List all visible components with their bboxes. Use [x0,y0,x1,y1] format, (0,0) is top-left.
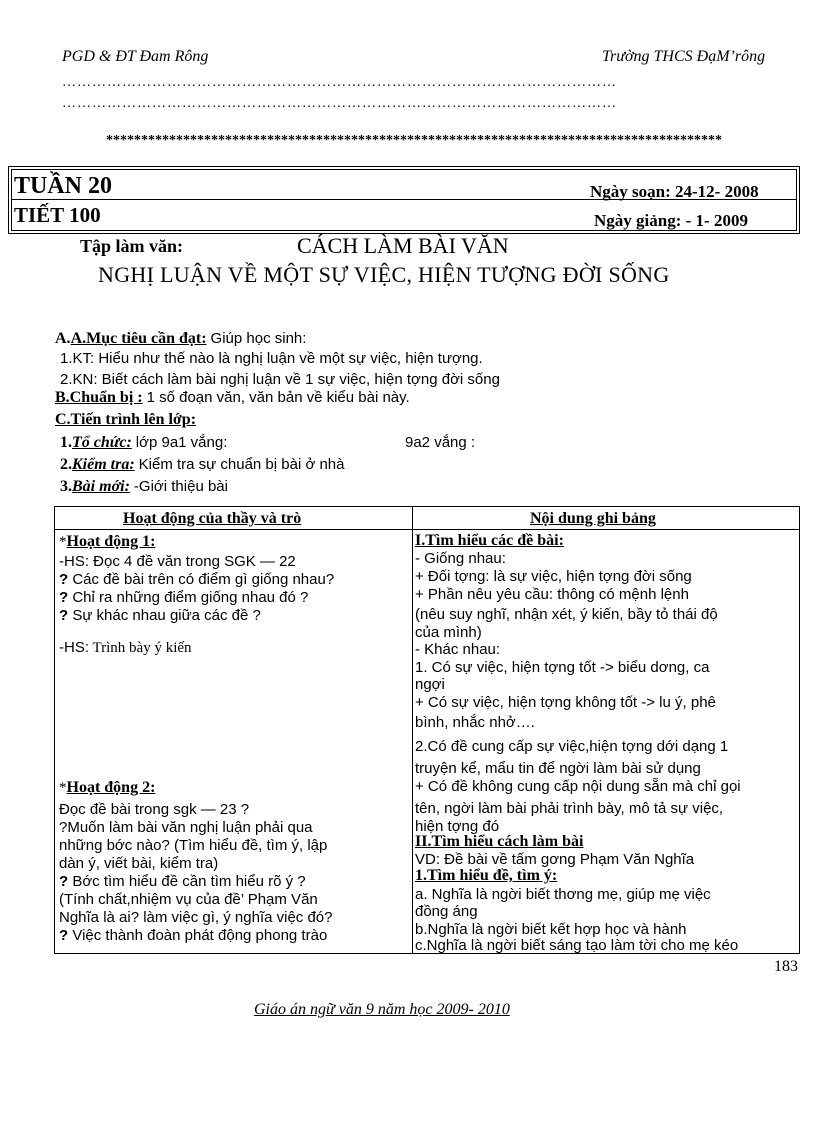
week-label: TUẦN 20 [14,173,113,199]
teach-date: Ngày giảng: - 1- 2009 [594,211,748,230]
subject-label: Tập làm văn: [80,236,184,256]
c2-label: Kiểm tra: [72,456,135,473]
dotted-line-2: ………………………………………………………………………………………………… [62,96,617,111]
right-line-10: bình, nhắc nhở…. [415,714,535,731]
left-line-8: những bớc nào? (Tìm hiểu đề, tìm ý, lập [59,837,328,854]
left-line-11: (Tính chất,nhiệm vụ của đề’ Phạm Văn [59,891,318,908]
right-line-17: a. Nghĩa là ngời biết thơng mẹ, giúp mẹ việc [415,886,711,903]
left-line-1: -HS: Đọc 4 đề văn trong SGK — 22 [59,553,296,570]
activity-table [54,506,800,954]
c3-number: 3. [60,478,72,495]
right-line-20: c.Nghĩa là ngời biết sáng tạo làm tời cho mẹ kéo [415,937,739,954]
activity-1-heading: *Hoạt động 1: [59,533,156,550]
c1-label: Tổ chức: [72,434,132,451]
section-b-label: B.Chuẩn bị : [55,389,143,406]
section-c2 [60,456,345,474]
section-b [55,389,410,407]
title-line-2: NGHỊ LUẬN VỀ MỘT SỰ VIỆC, HIỆN TƯỢNG ĐỜI SỐNG [98,262,670,287]
left-line-5: -HS: Trình bày ý kiến [59,639,192,656]
lesson-label: TIẾT 100 [14,203,101,227]
right-line-4: (nêu suy nghĩ, nhận xét, ý kiến, bầy tỏ thái độ [415,606,718,623]
right-line-1: - Giống nhau: [415,550,506,567]
c3-label: Bài mới: [72,478,130,495]
left-line-2: ? Các đề bài trên có điểm gì giống nhau? [59,571,335,588]
left-line-4: ? Sự khác nhau giữa các đề ? [59,607,261,624]
header-left: PGD & ĐT Đam Rông [62,48,209,65]
c1-text: lớp 9a1 vắng: [135,434,228,451]
right-line-18: đồng áng [415,903,478,920]
right-line-8: ngợi [415,676,445,693]
right-line-13: + Có đề không cung cấp nội dung sẵn mà chỉ gọi [415,778,741,795]
left-line-7: ?Muốn làm bài văn nghị luận phải qua [59,819,313,836]
c2-text: Kiểm tra sự chuẩn bị bài ở nhà [138,456,345,473]
col1-header: Hoạt động của thầy và trò [123,510,302,527]
prep-date: Ngày soạn: 24-12- 2008 [590,182,759,201]
section-a-text: Giúp học sinh: [210,330,307,347]
header-right: Trường THCS ĐạM’rông [602,48,766,65]
right-line-2: + Đối tợng: là sự việc, hiện tợng đời sống [415,568,692,585]
right-line-19: b.Nghĩa là ngời biết kết hợp học và hành [415,921,687,938]
section-c1 [60,434,227,452]
section-c3 [60,478,228,496]
page-number: 183 [774,958,798,975]
right-line-9: + Có sự việc, hiện tợng không tốt -> lu ý, phê [415,694,716,711]
right-line-12: truyện kể, mẩu tin để ngời làm bài sử dụng [415,760,701,777]
footer-caption: Giáo án ngữ văn 9 năm học 2009- 2010 [254,1001,510,1018]
dotted-line-1: ………………………………………………………………………………………………… [62,75,617,90]
activity-2-heading: *Hoạt động 2: [59,779,156,796]
right-section-2: II.Tìm hiểu cách làm bài [415,833,584,850]
left-line-10: ? Bớc tìm hiểu đề cần tìm hiểu rõ ý ? [59,873,306,890]
c3-text: -Giới thiệu bài [133,478,228,495]
left-line-13: ? Việc thành đoàn phát động phong trào [59,927,328,944]
c1-number: 1. [60,434,72,451]
c1-text-2: 9a2 vắng : [405,434,476,451]
objective-1: 1.KT: Hiểu như thế nào là nghị luận về một sự việc, hiện tượng. [60,350,483,367]
section-b-text-1: 1 số đoạn văn, văn bản [146,389,303,406]
section-a-label: A.A.Mục tiêu cần đạt: [55,330,207,347]
section-b-text-2: về kiểu bài này. [306,389,410,406]
section-c-label: C.Tiến trình lên lớp: [55,411,197,428]
right-line-6: - Khác nhau: [415,641,501,658]
left-line-12: Nghĩa là ai? làm việc gì, ý nghĩa việc đó? [59,909,333,926]
left-line-9: dàn ý, viết bài, kiểm tra) [59,855,219,872]
right-line-11: 2.Có đề cung cấp sự việc,hiện tợng dới dạng 1 [415,738,729,755]
right-line-15: hiện tợng đó [415,818,500,835]
right-line-5: của mình) [415,624,482,641]
right-line-14: tên, ngời làm bài phải trình bày, mô tả sự việc, [415,800,724,817]
title-line-1: CÁCH LÀM BÀI VĂN [297,233,509,258]
c2-number: 2. [60,456,72,473]
left-line-3: ? Chỉ ra những điểm giống nhau đó ? [59,589,309,606]
right-line-3: + Phần nêu yêu cầu: thông có mệnh lệnh [415,586,689,603]
objective-2: 2.KN: Biết cách làm bài nghị luận về 1 sự việc, hiện tợng đời sống [60,371,500,388]
left-line-6: Đọc đề bài trong sgk — 23 ? [59,801,250,818]
col2-header: Nội dung ghi bảng [530,510,656,527]
right-line-7: 1. Có sự việc, hiện tợng tốt -> biểu dơng, ca [415,659,710,676]
right-line-16: VD: Đề bài về tấm gơng Phạm Văn Nghĩa [415,851,695,868]
right-section-1: I.Tìm hiểu các đề bài: [415,532,564,549]
star-divider: **************************************************************************************** [106,133,722,148]
right-section-3: 1.Tìm hiểu đề, tìm ý: [415,867,558,884]
section-a [55,330,306,348]
